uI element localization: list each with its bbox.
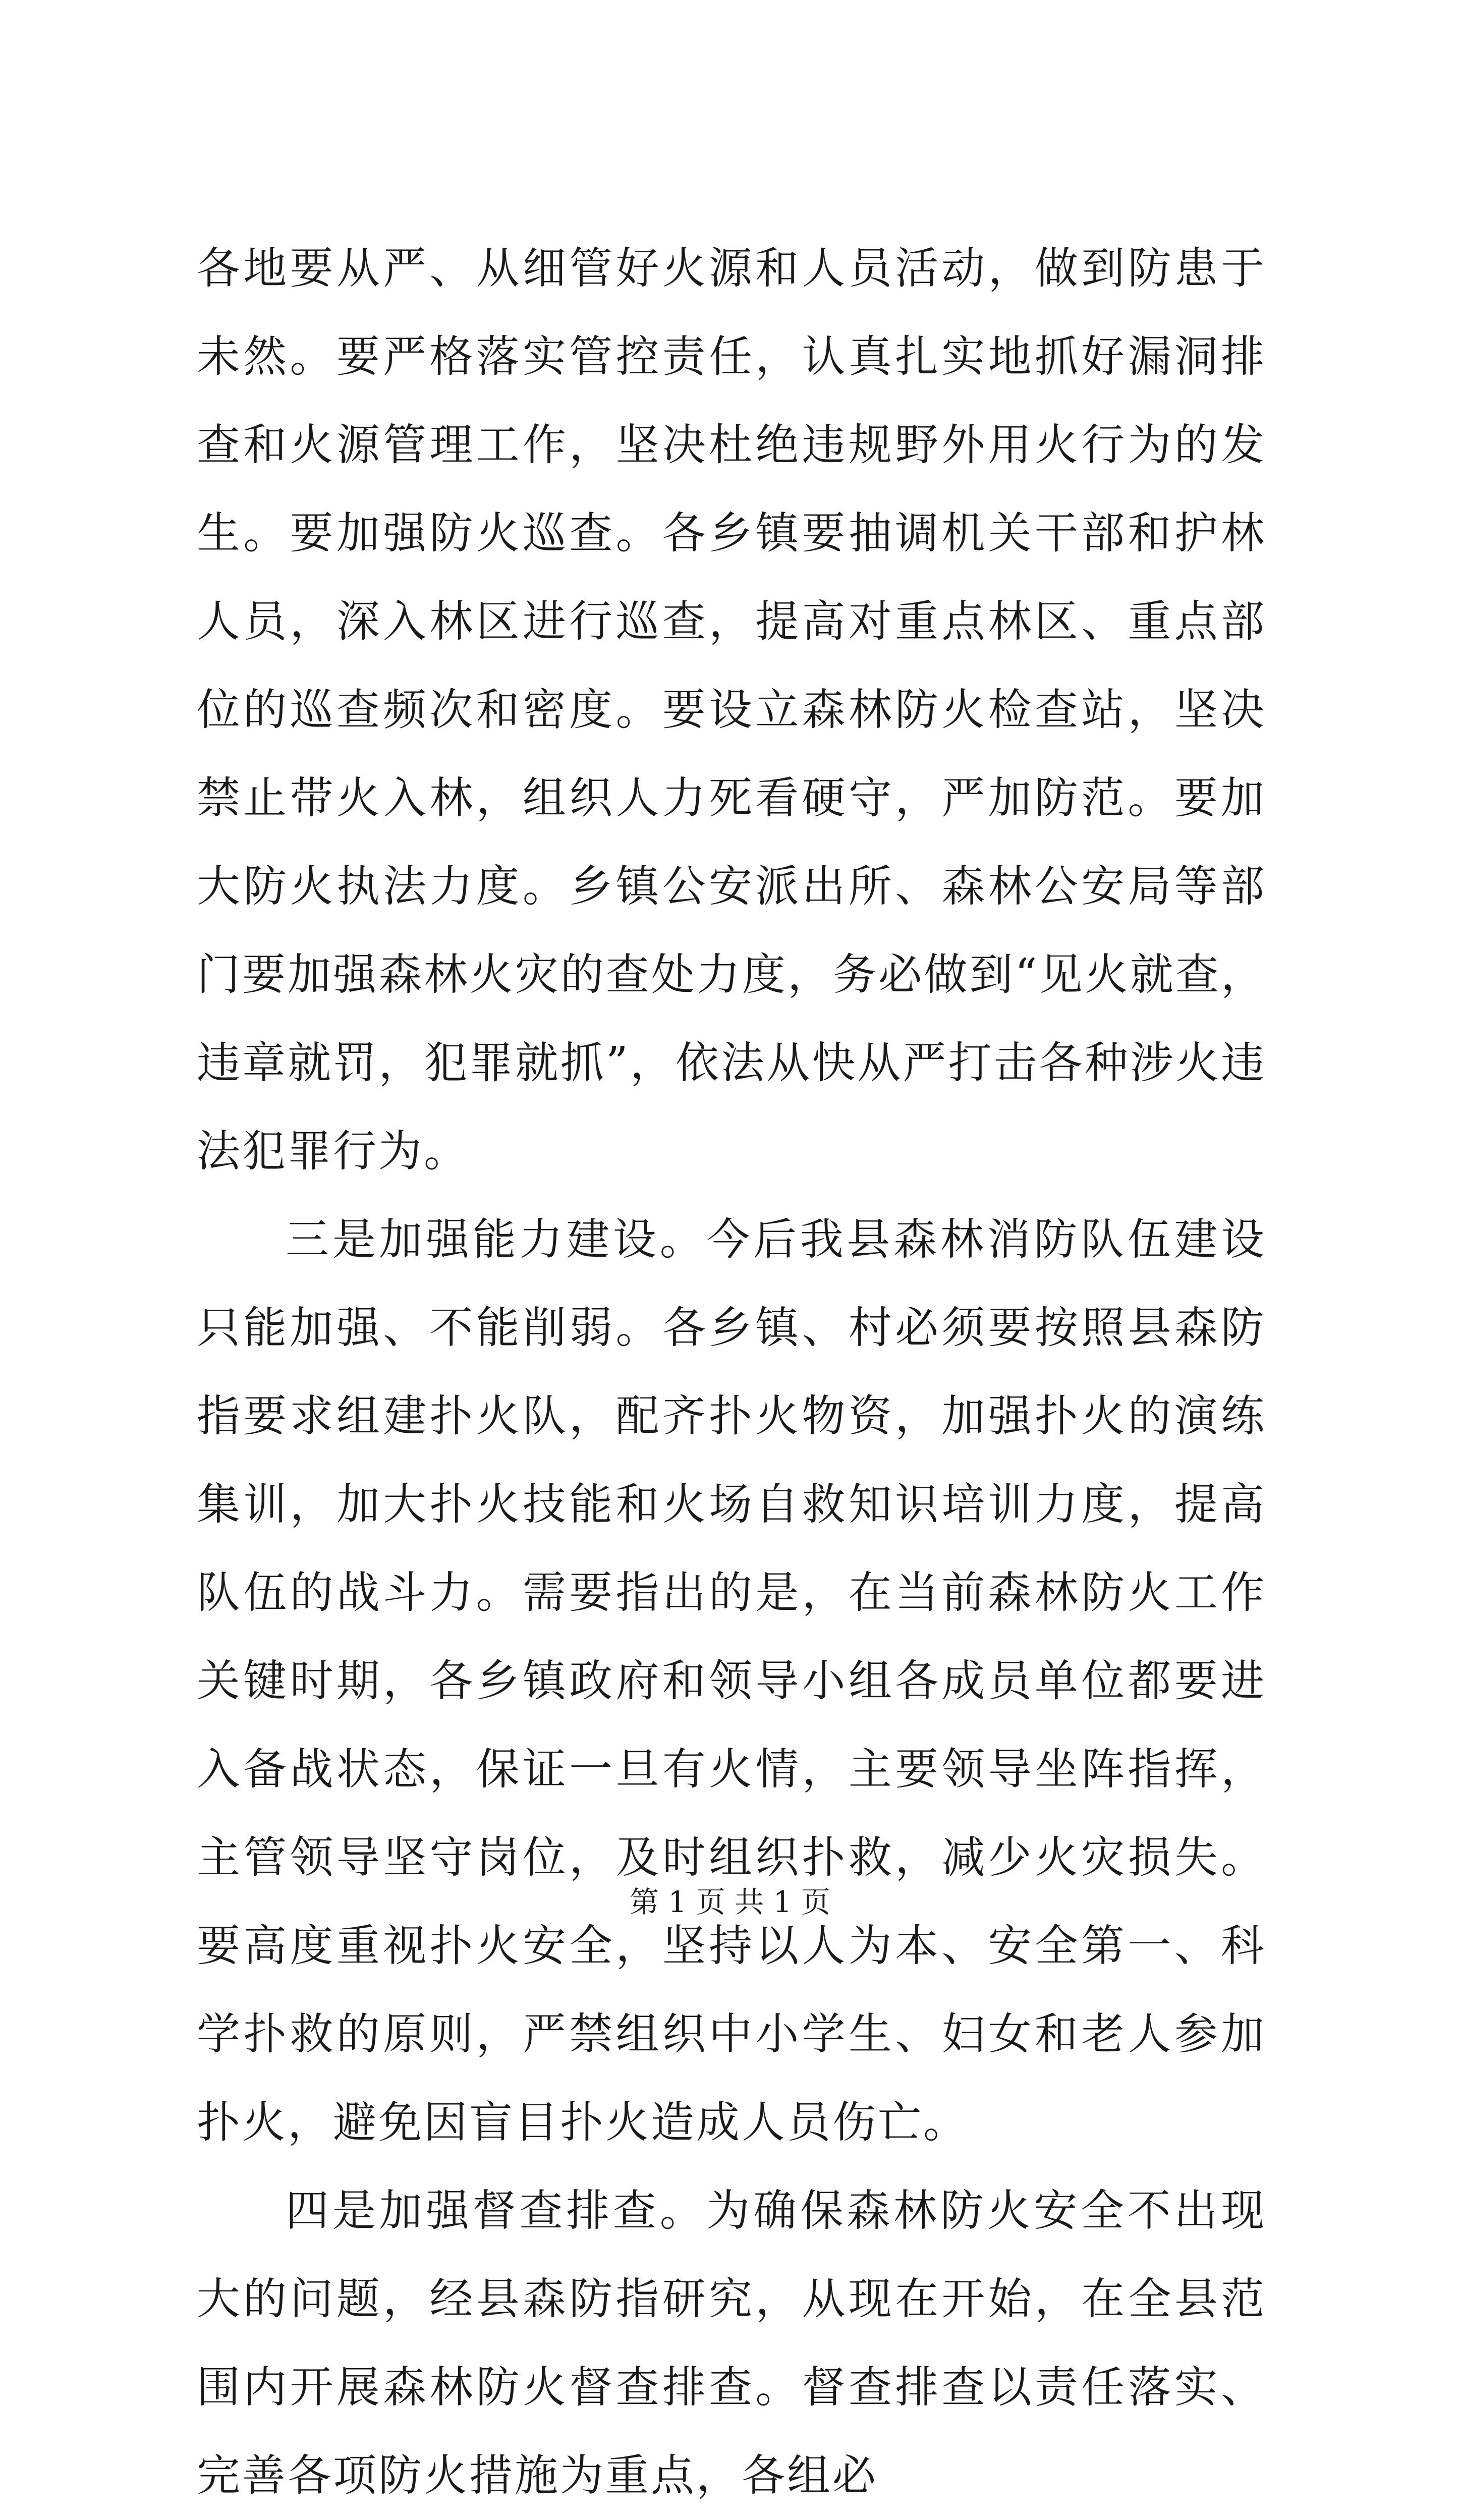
document-body <box>197 225 1266 2520</box>
paragraph-2: 三是加强能力建设。今后我县森林消防队伍建设只能加强、不能削弱。各乡镇、村必须要按照县森防指要求组建扑火队，配齐扑火物资，加强扑火的演练集训，加大扑火技能和火场自救知识培训力度，提高队伍的战斗力。需要指出的是，在当前森林防火工作关键时期，各乡镇政府和领导小组各成员单位都要进入备战状态，保证一旦有火情，主要领导坐阵指挥，主管领导坚守岗位，及时组织扑救，减少火灾损失。要高度重视扑火安全，坚持以人为本、安全第一、科学扑救的原则，严禁组织中小学生、妇女和老人参加扑火，避免因盲目扑火造成人员伤亡。 <box>197 1214 1266 2148</box>
page-footer: 第 1 页 共 1 页 <box>630 1885 830 1919</box>
paragraph-1: 各地要从严、从细管好火源和人员活动，做到防患于未然。要严格落实管控责任，认真扎实地抓好漏洞排查和火源管理工作，坚决杜绝违规野外用火行为的发生。要加强防火巡查。各乡镇要抽调机关干部和护林人员，深入林区进行巡查，提高对重点林区、重点部位的巡查频次和密度。要设立森林防火检查站，坚决禁止带火入林，组织人力死看硬守，严加防范。要加大防火执法力度。乡镇公安派出所、森林公安局等部门要加强森林火灾的查处力度，务必做到“见火就查，违章就罚，犯罪就抓”，依法从快从严打击各种涉火违法犯罪行为。 <box>197 243 1266 1177</box>
paragraph-3: 四是加强督查排查。为确保森林防火安全不出现大的问题，经县森防指研究，从现在开始，在全县范围内开展森林防火督查排查。督查排查以责任落实、完善各项防火措施为重点，各组必 <box>197 2186 1266 2501</box>
